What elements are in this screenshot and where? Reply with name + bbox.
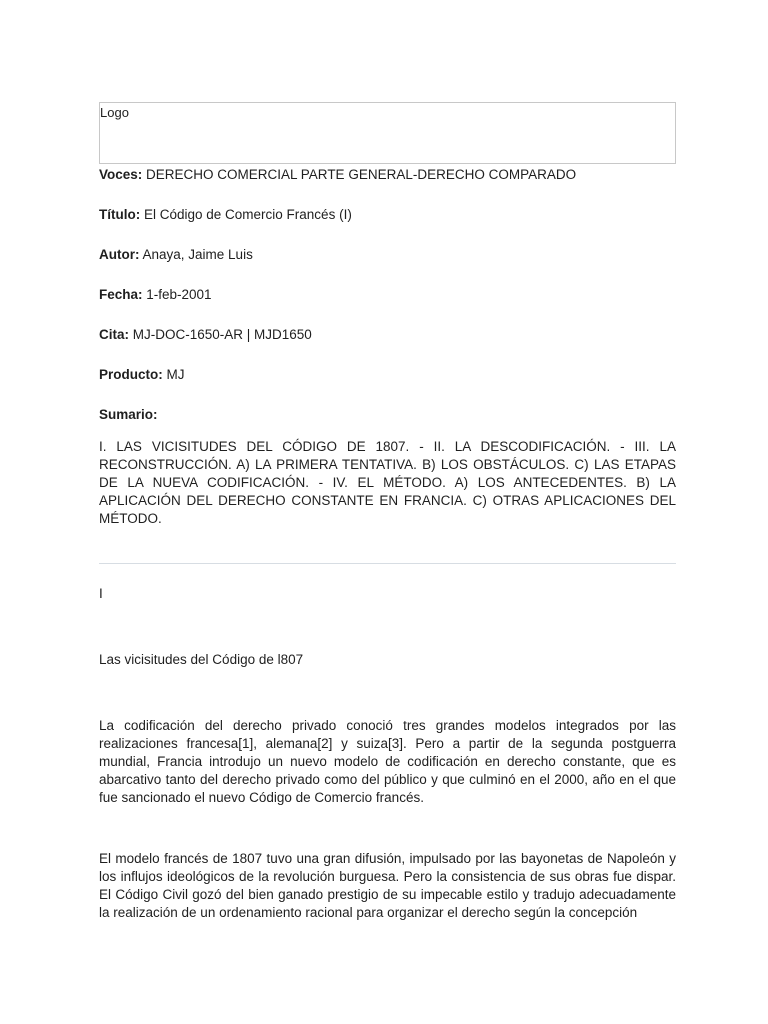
- section-title: Las vicisitudes del Código de l807: [99, 652, 304, 667]
- meta-cita-label: Cita:: [99, 327, 129, 342]
- body-paragraph: El modelo francés de 1807 tuvo una gran difusión, impulsado por las bayonetas de Napoleón y los influjos ideológicos de la revolución burguesa. Pero la consistencia de sus obras fue dispar. El Código Civil gozó del bien ganado prestigio de su impecable estilo y tradujo adecuadamente la realización de un ordenamiento racional para organizar el derecho según la concepción: [99, 851, 676, 920]
- meta-producto: [99, 367, 185, 383]
- meta-sumario: [99, 407, 158, 423]
- meta-cita: [99, 327, 312, 343]
- meta-titulo-value: El Código de Comercio Francés (I): [140, 207, 352, 222]
- meta-fecha-value: 1-feb-2001: [142, 287, 212, 302]
- meta-autor: [99, 247, 253, 263]
- meta-voces-label: Voces:: [99, 167, 143, 182]
- meta-producto-label: Producto:: [99, 367, 163, 382]
- logo-box: [99, 102, 676, 164]
- meta-voces: [99, 167, 576, 183]
- meta-producto-value: MJ: [162, 367, 185, 382]
- body-paragraph: La codificación del derecho privado conoció tres grandes modelos integrados por las realizaciones francesa[1], alemana[2] y suiza[3]. Pero a partir de la segunda postguerra mundial, Francia introdujo un nuevo modelo de codificación en derecho constante, que es abarcativo tanto del derecho privado como del público y que culminó en el 2000, año en el que fue sancionado el nuevo Código de Comercio francés.: [99, 718, 676, 805]
- meta-titulo-label: Título:: [99, 207, 141, 222]
- meta-autor-label: Autor:: [99, 247, 140, 262]
- meta-voces-value: DERECHO COMERCIAL PARTE GENERAL-DERECHO COMPARADO: [142, 167, 577, 182]
- meta-fecha-label: Fecha:: [99, 287, 143, 302]
- meta-fecha: [99, 287, 212, 303]
- meta-cita-value: MJ-DOC-1650-AR | MJD1650: [129, 327, 312, 342]
- meta-autor-value: Anaya, Jaime Luis: [139, 247, 253, 262]
- meta-sumario-label: Sumario:: [99, 407, 158, 422]
- sumario-text: I. LAS VICISITUDES DEL CÓDIGO DE 1807. - II. LA DESCODIFICACIÓN. - III. LA RECONSTRUCCIÓN. A) LA PRIMERA TENTATIVA. B) LOS OBSTÁCULOS. C) LAS ETAPAS DE LA NUEVA CODIFICACIÓN. - IV. EL MÉTODO. A) LOS ANTECEDENTES. B) LA APLICACIÓN DEL DERECHO CONSTANTE EN FRANCIA. C) OTRAS APLICACIONES DEL MÉTODO.: [99, 439, 676, 526]
- section-number: I: [99, 586, 103, 601]
- meta-titulo: [99, 207, 352, 223]
- logo-placeholder: Logo: [100, 105, 129, 120]
- section-divider: [99, 563, 676, 564]
